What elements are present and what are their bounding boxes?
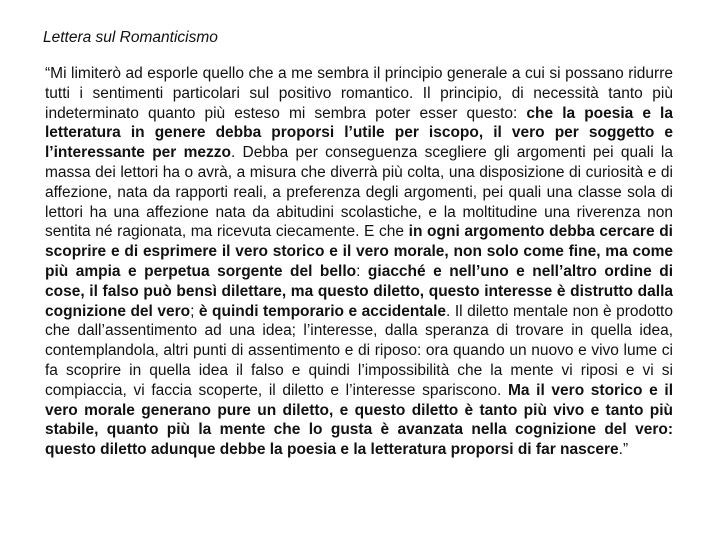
quote-emphasis: in ogni argomento debba cercare di scoprire e di esprimere il vero storico e il vero morale, non solo come fine, ma come più ampia e perpetua sorgente del bello [45, 223, 673, 280]
quote-text: : [356, 262, 368, 280]
quote-emphasis: è quindi temporario e accidentale [198, 302, 447, 320]
quote-emphasis: giacché e nell’uno e nell’altro ordine di cose, il falso può bensì dilettare, ma questo diletto, questo interesse è distrutto dalla cognizione del vero [45, 262, 673, 320]
quote-text: .” [618, 441, 629, 459]
quote-emphasis: Ma il vero storico e il vero morale generano pure un diletto, e questo diletto è tanto più vivo e tanto più stabile, quanto più la mente che lo gusta è avanzata nella cognizione del vero: questo diletto adunque debbe la poesia e la letteratura proporsi di far nascere [45, 381, 673, 459]
quote-text: ; [190, 302, 199, 320]
document-title: Lettera sul Romanticismo [43, 29, 218, 46]
quote-text: “Mi limiterò ad esporle quello che a me sembra il principio generale a cui si possano ridurre tutti i sentimenti particolari sul positivo romantico. Il principio, di necessità tanto più indeterminato quanto più esteso mi sembra poter esser questo: [45, 65, 673, 122]
quote-text: . Il diletto mentale non è prodotto che dall’assentimento ad una idea; l’interesse, dalla speranza di trovare in quella idea, contemplandola, altri punti di assentimento e di riposo: ora quando un nuovo e vivo lume ci fa scoprire in quella idea il falso e quindi l’impossibilità che la mente vi riposi e vi si compiaccia, vi faccia scoperte, il diletto e l’interesse spariscono. [45, 302, 673, 399]
quote-emphasis: che la poesia e la letteratura in genere debba proporsi l’utile per iscopo, il vero per soggetto e l’interessante per mezzo [45, 104, 673, 162]
quote-paragraph [43, 64, 673, 460]
document-page [43, 28, 673, 460]
quote-text: . Debba per conseguenza scegliere gli argomenti pei quali la massa dei lettori ha o avrà, a misura che diverrà più colta, una disposizione di curiosità e di affezione, nata da rapporti reali, a preferenza degli argomenti, pei quali una classe sola di lettori ha una affezione nata da abitudini scolastiche, e la moltitudine una riverenza non sentita né ragionata, ma ricevuta ciecamente. E che [45, 144, 673, 241]
